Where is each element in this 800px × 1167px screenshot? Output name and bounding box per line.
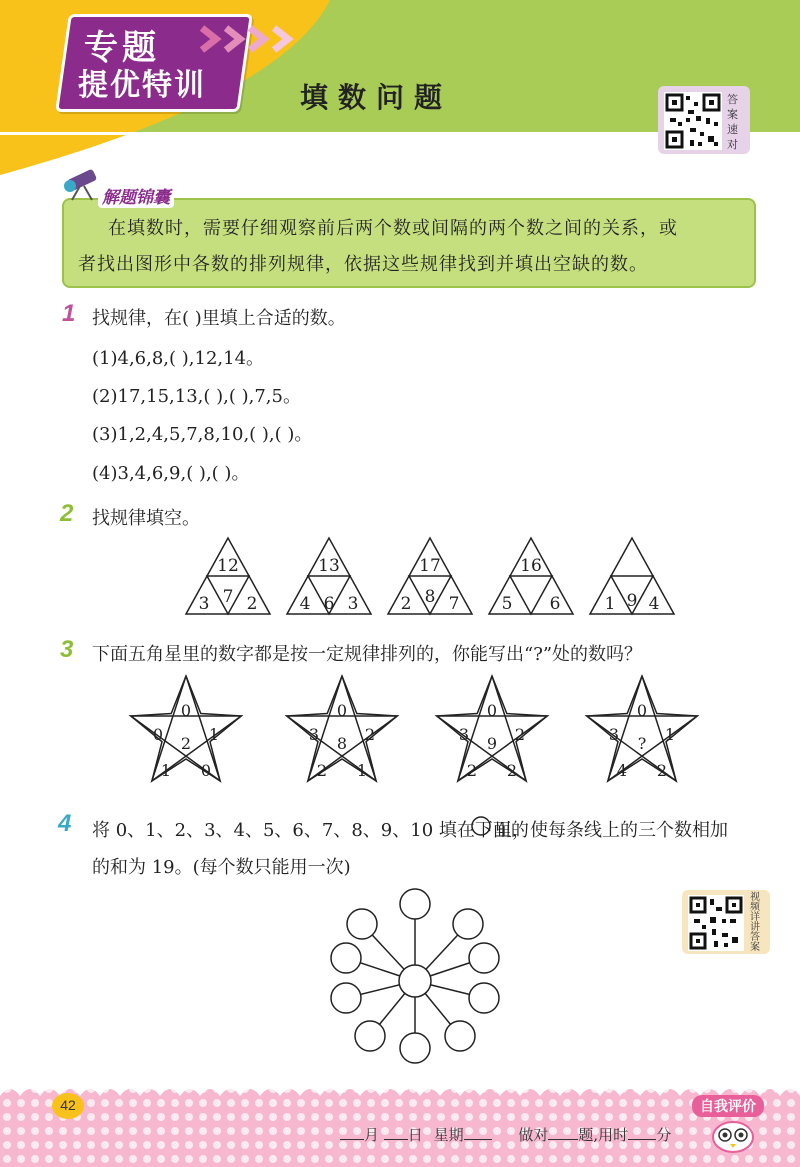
blank[interactable] xyxy=(464,1139,492,1140)
tri1-right: 2 xyxy=(246,594,258,614)
star2-center: 8 xyxy=(336,734,348,753)
star4-center: ? xyxy=(637,734,647,753)
blank[interactable] xyxy=(384,1139,408,1140)
outer-circle xyxy=(453,909,483,939)
star1-br: 0 xyxy=(200,761,212,780)
q2-number: 2 xyxy=(60,500,74,527)
tri1-left: 3 xyxy=(198,594,210,614)
tips-label: 解题锦囊 xyxy=(98,183,174,208)
self-eval-badge: 自我评价 xyxy=(692,1095,764,1117)
q1-prompt: 找规律，在( )里填上合适的数。 xyxy=(92,308,346,329)
q1-number: 1 xyxy=(62,300,76,327)
page-number: 42 xyxy=(60,1097,76,1113)
video-qr-caption: 视频详讲答案 xyxy=(750,892,760,953)
correct-label: 做对 xyxy=(518,1126,549,1144)
day-label: 日 xyxy=(407,1126,423,1144)
tri2-right: 3 xyxy=(347,594,359,614)
star4-br: 2 xyxy=(656,761,668,780)
tri2-mid: 6 xyxy=(323,594,335,614)
tri1-mid: 7 xyxy=(222,587,234,607)
month-label: 月 xyxy=(364,1126,380,1144)
star2-left: 3 xyxy=(308,725,320,744)
outer-circle xyxy=(400,1033,430,1063)
q4-number: 4 xyxy=(58,810,72,837)
star-puzzles xyxy=(120,672,720,798)
blank[interactable] xyxy=(340,1139,364,1140)
star3-right: 2 xyxy=(514,725,526,744)
qr-caption: 答案速对 xyxy=(727,93,738,151)
blank[interactable] xyxy=(548,1139,578,1140)
tips-line2: 者找出图形中各数的排列规律，依据这些规律找到并填出空缺的数。 xyxy=(78,254,648,275)
star2-top: 0 xyxy=(336,701,348,720)
outer-circle xyxy=(355,1021,385,1051)
star-burst-circle-diagram xyxy=(320,886,520,1068)
tri3-right: 7 xyxy=(448,594,460,614)
blank[interactable] xyxy=(628,1139,656,1140)
outer-circle xyxy=(445,1021,475,1051)
outer-circle xyxy=(400,889,430,919)
star1-bl: 1 xyxy=(160,761,172,780)
star3-top: 0 xyxy=(486,701,498,720)
tri1-top: 12 xyxy=(217,556,239,576)
star1-left: 0 xyxy=(152,725,164,744)
badge-line1: 专题 xyxy=(84,28,160,68)
outer-circle xyxy=(347,909,377,939)
tri4-top: 16 xyxy=(520,556,542,576)
tri3-left: 2 xyxy=(400,594,412,614)
footer-record xyxy=(340,1124,671,1145)
q1-item-2: (2)17,15,13,( ),( ),7,5。 xyxy=(92,386,301,407)
star-3 xyxy=(437,676,547,781)
star4-left: 3 xyxy=(608,725,620,744)
star-1 xyxy=(131,676,241,781)
star4-bl: 4 xyxy=(616,761,628,780)
telescope-icon xyxy=(62,166,102,202)
tips-line1: 在填数时，需要仔细观察前后两个数或间隔的两个数之间的关系，或 xyxy=(108,218,678,239)
outer-circle xyxy=(469,943,499,973)
badge-line2: 提优特训 xyxy=(78,68,206,103)
owl-mascot-icon xyxy=(710,1117,756,1153)
star-2 xyxy=(287,676,397,781)
star3-bl: 2 xyxy=(466,761,478,780)
star-4 xyxy=(587,676,697,781)
questions-label: 题,用时 xyxy=(578,1126,629,1144)
q4-line2: 的和为 19。(每个数只能用一次) xyxy=(92,857,351,878)
page-title: 填数问题 xyxy=(300,81,453,114)
outer-circle xyxy=(331,943,361,973)
outer-circle xyxy=(469,983,499,1013)
star1-top: 0 xyxy=(180,701,192,720)
weekday-label: 星期 xyxy=(433,1126,464,1144)
star1-right: 1 xyxy=(208,725,220,744)
tri3-top: 17 xyxy=(419,556,441,576)
center-circle xyxy=(399,965,431,997)
tri4-left: 5 xyxy=(501,594,513,614)
tri5-mid: 9 xyxy=(626,591,638,611)
star3-center: 9 xyxy=(486,734,498,753)
star3-br: 2 xyxy=(506,761,518,780)
circle-placeholder-icon xyxy=(470,815,492,837)
q1-item-4: (4)3,4,6,9,( ),( )。 xyxy=(92,463,250,484)
star2-right: 2 xyxy=(364,725,376,744)
star2-bl: 2 xyxy=(316,761,328,780)
minutes-label: 分 xyxy=(656,1126,672,1144)
q3-prompt: 下面五角星里的数字都是按一定规律排列的，你能写出“?”处的数吗？ xyxy=(92,644,643,665)
triangle-puzzles xyxy=(170,536,680,620)
arrows-decoration-icon xyxy=(196,24,306,54)
tri2-top: 13 xyxy=(318,556,340,576)
star2-br: 1 xyxy=(356,761,368,780)
qr-code-icon[interactable] xyxy=(664,92,722,150)
outer-circle xyxy=(331,983,361,1013)
video-qr-code-icon[interactable] xyxy=(688,895,744,951)
star1-center: 2 xyxy=(180,734,192,753)
q1-item-3: (3)1,2,4,5,7,8,10,( ),( )。 xyxy=(92,424,313,445)
tri5-left: 1 xyxy=(604,594,616,614)
q1-item-1: (1)4,6,8,( ),12,14。 xyxy=(92,348,265,369)
q4-line1a: 将 0、1、2、3、4、5、6、7、8、9、10 填在下面的 xyxy=(92,820,529,841)
tri4-right: 6 xyxy=(549,594,561,614)
star4-top: 0 xyxy=(636,701,648,720)
tri2-left: 4 xyxy=(299,594,311,614)
star3-left: 3 xyxy=(458,725,470,744)
tri5-right: 4 xyxy=(648,594,660,614)
q4-line1b: 里，使每条线上的三个数相加 xyxy=(494,820,728,841)
q2-prompt: 找规律填空。 xyxy=(92,508,200,529)
star4-right: 1 xyxy=(664,725,676,744)
q3-number: 3 xyxy=(60,636,74,663)
tri3-mid: 8 xyxy=(424,587,436,607)
